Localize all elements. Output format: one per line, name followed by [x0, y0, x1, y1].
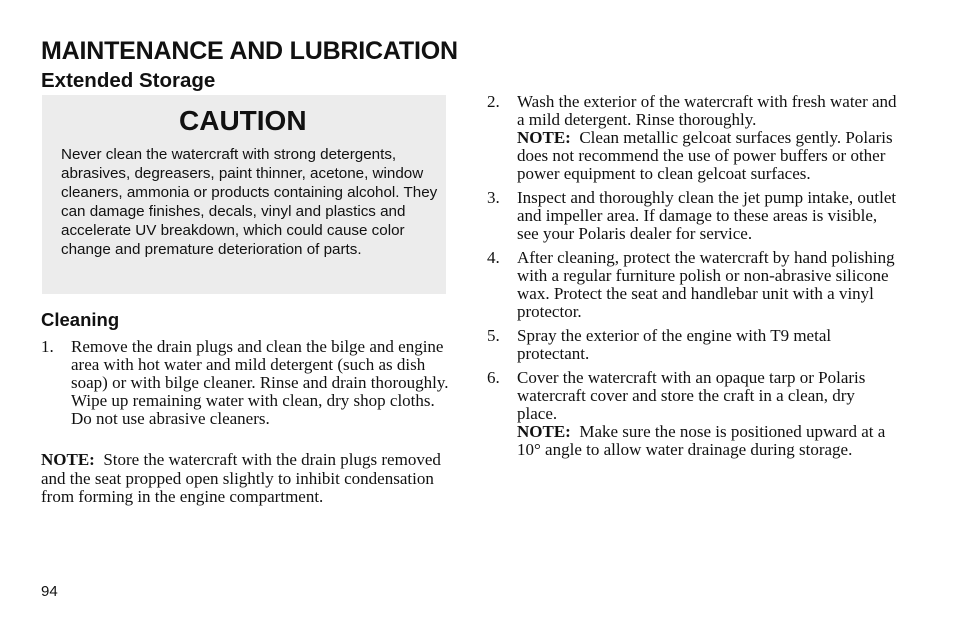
step-item-2	[487, 93, 899, 183]
step-number: 1.	[41, 337, 54, 356]
note-text: Store the watercraft with the drain plugs removed and the seat propped open slightly to inhibit condensation from forming in the engine compartment.	[41, 450, 441, 506]
step-item-6	[487, 369, 899, 459]
step-text: Inspect and thoroughly clean the jet pump intake, outlet and impeller area. If damage to these areas is visible, see your Polaris dealer for service.	[517, 188, 897, 243]
step-text: Remove the drain plugs and clean the bilge and engine area with hot water and mild detergent (such as dish soap) or with bilge cleaner. Rinse and drain thoroughly. Wipe up remaining water with clean, dry shop cloths. Do not use abrasive cleaners.	[71, 337, 449, 428]
step-text: Spray the exterior of the engine with T9 metal protectant.	[517, 326, 832, 363]
storage-steps-list	[487, 93, 899, 465]
step-number: 4.	[487, 248, 500, 267]
caution-box	[42, 95, 446, 294]
section-title: MAINTENANCE AND LUBRICATION	[41, 37, 458, 65]
step-text: Wash the exterior of the watercraft with fresh water and a mild detergent. Rinse thoroughly.	[517, 92, 897, 129]
note-text: Clean metallic gelcoat surfaces gently. Polaris does not recommend the use of power buffers or other power equipment to clean gelcoat surfaces.	[517, 128, 893, 183]
cleaning-heading: Cleaning	[41, 309, 120, 330]
step-note	[517, 423, 899, 459]
step-number: 6.	[487, 368, 500, 387]
step-item-4	[487, 249, 899, 321]
note-label: NOTE:	[517, 422, 571, 441]
step-text: After cleaning, protect the watercraft by hand polishing with a regular furniture polish or non-abrasive silicone wax. Protect the seat and handlebar unit with a vinyl protector.	[517, 248, 895, 321]
step-note	[517, 129, 899, 183]
subsection-title: Extended Storage	[41, 69, 216, 92]
caution-text: Never clean the watercraft with strong detergents, abrasives, degreasers, paint thinner, acetone, window cleaners, ammonia or products containing alcohol. They can damage finishes, decals, vinyl and plastics and accelerate UV breakdown, which could cause color change and premature deterioration of parts.	[61, 146, 438, 258]
cleaning-steps-list	[41, 338, 451, 428]
page-number: 94	[41, 583, 58, 600]
step-item-3	[487, 189, 899, 243]
step-number: 5.	[487, 326, 500, 345]
note-label: NOTE:	[517, 128, 571, 147]
caution-heading: CAUTION	[179, 105, 307, 136]
step-text: Cover the watercraft with an opaque tarp or Polaris watercraft cover and store the craft in a clean, dry place.	[517, 368, 866, 423]
step-item-1	[41, 338, 451, 428]
step-number: 2.	[487, 92, 500, 111]
cleaning-note	[41, 451, 451, 507]
step-number: 3.	[487, 188, 500, 207]
note-text: Make sure the nose is positioned upward at a 10° angle to allow water drainage during storage.	[517, 422, 886, 459]
step-item-5	[487, 327, 899, 363]
note-label: NOTE:	[41, 450, 95, 469]
